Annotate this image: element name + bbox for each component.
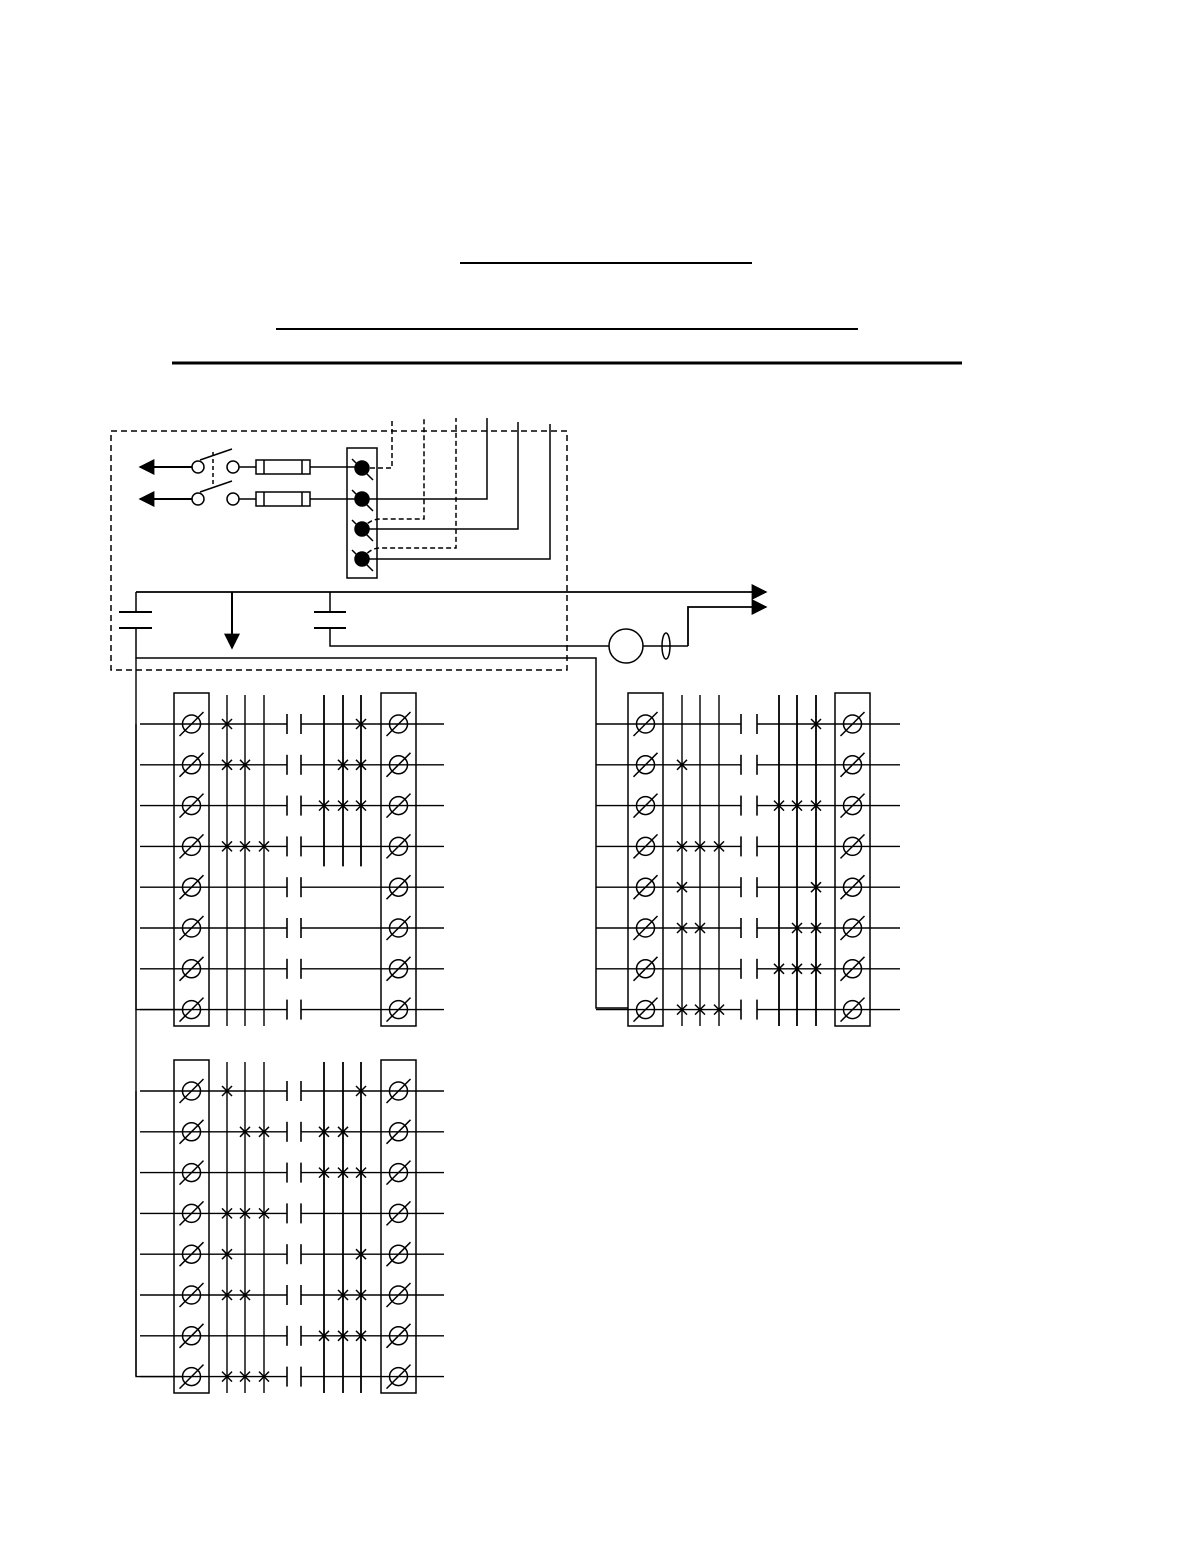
terminal-screw-icon — [634, 753, 658, 777]
terminal-screw-icon — [387, 1120, 411, 1144]
terminal-screw-icon — [387, 1365, 411, 1389]
terminal-screw-icon — [180, 1242, 204, 1266]
lower-left-block — [136, 1060, 444, 1393]
link-line — [362, 418, 424, 529]
header — [172, 263, 962, 363]
link-line — [362, 422, 518, 529]
terminal-screw-icon — [180, 916, 204, 940]
terminal-screw-icon — [841, 957, 865, 981]
feeder-line — [136, 1091, 184, 1377]
terminal-strip — [835, 693, 870, 1026]
terminal-screw-icon — [180, 957, 204, 981]
link-line — [362, 418, 456, 559]
terminal-screw-icon — [387, 794, 411, 818]
terminal-strip — [174, 1060, 209, 1393]
terminal-screw-icon — [180, 794, 204, 818]
terminal-strip — [174, 693, 209, 1026]
terminal-screw-icon — [387, 1242, 411, 1266]
terminal-screw-icon — [387, 1324, 411, 1348]
terminal-screw-icon — [841, 794, 865, 818]
terminal-screw-icon — [387, 1201, 411, 1225]
terminal-screw-icon — [180, 1079, 204, 1103]
terminal-screw-icon — [180, 1324, 204, 1348]
terminal-screw-icon — [634, 998, 658, 1022]
terminal-screw-icon — [841, 998, 865, 1022]
terminal-screw-icon — [387, 998, 411, 1022]
terminal-strip — [381, 1060, 416, 1393]
terminal-screw-icon — [180, 1201, 204, 1225]
terminal-screw-icon — [634, 957, 658, 981]
terminal-screw-icon — [387, 957, 411, 981]
terminal-strip — [381, 693, 416, 1026]
terminal-screw-icon — [180, 1161, 204, 1185]
terminal-screw-icon — [634, 834, 658, 858]
capacitor-icon — [119, 612, 152, 628]
terminal-screw-icon — [387, 834, 411, 858]
terminal-screw-icon — [352, 490, 373, 511]
terminal-screw-icon — [634, 875, 658, 899]
terminal-screw-icon — [387, 875, 411, 899]
terminal-screw-icon — [387, 1079, 411, 1103]
terminal-screw-icon — [180, 1283, 204, 1307]
terminal-screw-icon — [180, 712, 204, 736]
terminal-screw-icon — [352, 459, 373, 480]
terminal-screw-icon — [180, 1120, 204, 1144]
terminal-screw-icon — [841, 753, 865, 777]
feeder-line — [136, 724, 184, 1010]
terminal-screw-icon — [634, 712, 658, 736]
terminal-screw-icon — [352, 550, 373, 571]
terminal-screw-icon — [387, 712, 411, 736]
terminal-screw-icon — [841, 916, 865, 940]
terminal-blocks — [136, 658, 900, 1393]
upper-left-block — [136, 693, 444, 1026]
terminal-screw-icon — [387, 916, 411, 940]
terminal-screw-icon — [387, 1283, 411, 1307]
terminal-screw-icon — [180, 753, 204, 777]
terminal-screw-icon — [841, 834, 865, 858]
switch-icon — [192, 493, 204, 505]
capacitor-icon — [314, 612, 346, 628]
terminal-screw-icon — [180, 834, 204, 858]
right-arrow-icon — [688, 607, 766, 646]
terminal-screw-icon — [841, 712, 865, 736]
terminal-screw-icon — [841, 875, 865, 899]
right-block — [596, 693, 900, 1026]
terminal-screw-icon — [180, 875, 204, 899]
lamp-icon — [609, 629, 643, 663]
switch-icon — [227, 493, 239, 505]
terminal-strip — [628, 693, 663, 1026]
switch-icon — [227, 461, 239, 473]
feeder-line — [136, 628, 628, 1008]
terminal-screw-icon — [352, 520, 373, 541]
terminal-screw-icon — [634, 794, 658, 818]
terminal-screw-icon — [387, 753, 411, 777]
terminal-screw-icon — [387, 1161, 411, 1185]
terminal-screw-icon — [634, 916, 658, 940]
switch-icon — [192, 461, 204, 473]
